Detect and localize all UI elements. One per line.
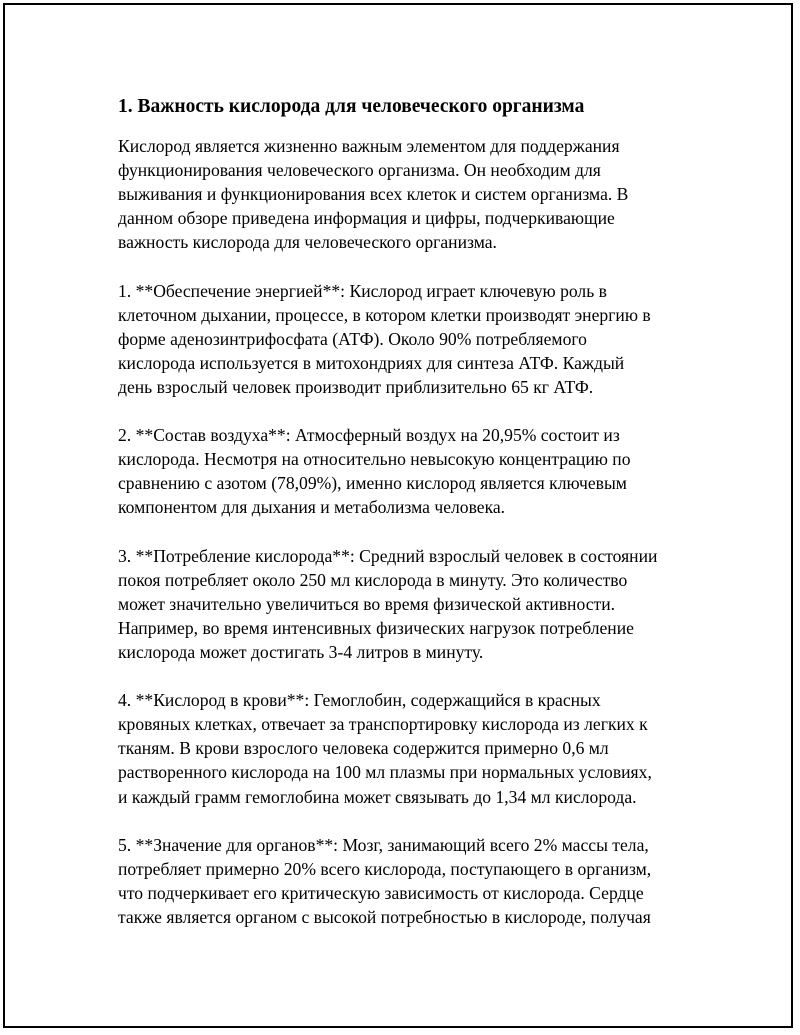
document-body	[118, 94, 698, 953]
text-line: и каждый грамм гемоглобина может связывать до 1,34 мл кислорода.	[118, 786, 637, 807]
text-line: растворенного кислорода на 100 мл плазмы при нормальных условиях,	[118, 762, 652, 783]
text-line: Например, во время интенсивных физических нагрузок потребление	[118, 617, 634, 638]
paragraph	[118, 544, 698, 664]
text-line: также является органом с высокой потребностью в кислороде, получая	[118, 907, 651, 927]
text-line: тканям. В крови взрослого человека содержится примерно 0,6 мл	[118, 738, 609, 759]
paragraph-list	[118, 134, 698, 929]
text-line: сравнению с азотом (78,09%), именно кислород является ключевым	[118, 473, 627, 494]
text-line: кислорода. Несмотря на относительно невысокую концентрацию по	[118, 449, 631, 470]
text-line: день взрослый человек производит приблизительно 65 кг АТФ.	[118, 376, 594, 397]
paragraph	[118, 688, 698, 808]
text-line: клеточном дыхании, процессе, в котором клетки производят энергию в	[118, 304, 651, 325]
paragraph	[118, 134, 698, 254]
text-line: покоя потребляет около 250 мл кислорода в минуту. Это количество	[118, 569, 628, 590]
text-line: форме аденозинтрифосфата (АТФ). Около 90% потребляемого	[118, 328, 587, 349]
text-line: 5. **Значение для органов**: Мозг, занимающий всего 2% массы тела,	[118, 834, 649, 855]
section-heading: 1. Важность кислорода для человеческого организма	[118, 96, 585, 117]
text-line: 1. **Обеспечение энергией**: Кислород играет ключевую роль в	[118, 280, 607, 301]
text-line: 2. **Состав воздуха**: Атмосферный воздух на 20,95% состоит из	[118, 425, 620, 446]
text-line: кислорода может достигать 3-4 литров в минуту.	[118, 641, 484, 662]
paragraph	[118, 833, 698, 929]
text-line: может значительно увеличиться во время физической активности.	[118, 593, 616, 614]
text-line: 3. **Потребление кислорода**: Средний взрослый человек в состоянии	[118, 545, 658, 566]
paragraph	[118, 279, 698, 399]
text-line: кислорода используется в митохондриях для синтеза АТФ. Каждый	[118, 352, 625, 373]
text-line: данном обзоре приведена информация и цифры, подчеркивающие	[118, 208, 615, 229]
paragraph	[118, 423, 698, 519]
text-line: компонентом для дыхания и метаболизма человека.	[118, 497, 506, 518]
text-line: Кислород является жизненно важным элементом для поддержания	[118, 136, 620, 156]
text-line: выживания и функционирования всех клеток и систем организма. В	[118, 184, 629, 205]
text-line: 4. **Кислород в крови**: Гемоглобин, содержащийся в красных	[118, 690, 601, 711]
text-line: потребляет примерно 20% всего кислорода, поступающего в организм,	[118, 858, 652, 879]
text-line: важность кислорода для человеческого организма.	[118, 232, 497, 253]
text-line: что подчеркивает его критическую зависимость от кислорода. Сердце	[118, 882, 644, 903]
text-line: кровяных клетках, отвечает за транспортировку кислорода из легких к	[118, 714, 648, 735]
text-line: функционирования человеческого организма. Он необходим для	[118, 160, 601, 181]
